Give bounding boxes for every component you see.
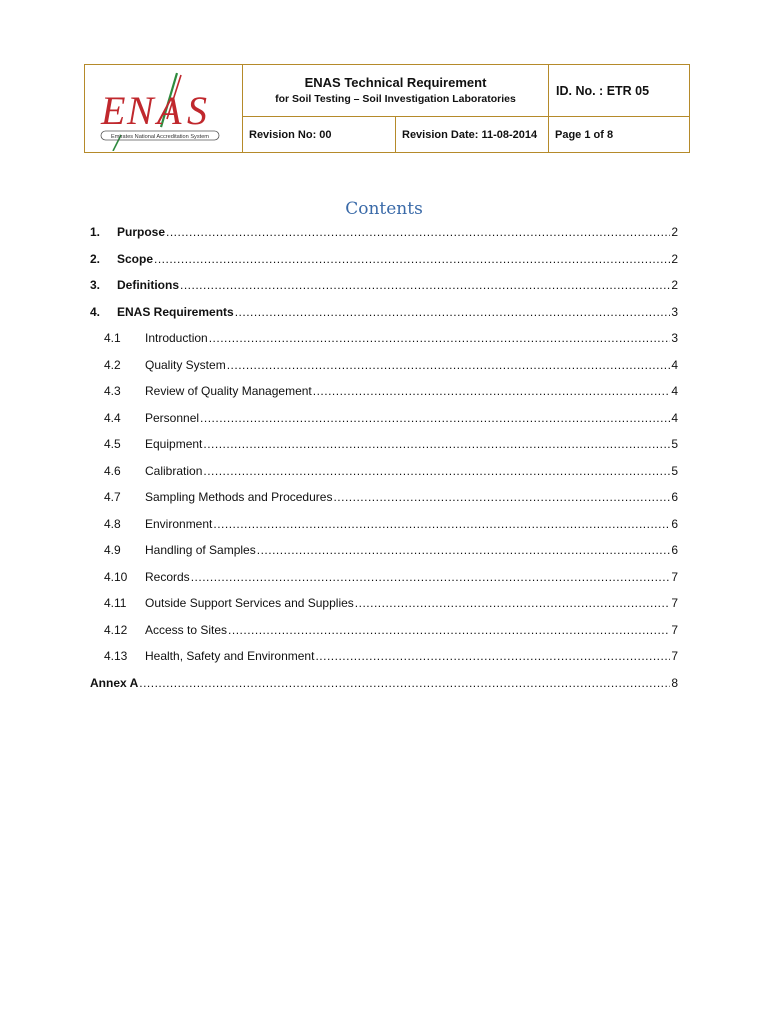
toc-entry[interactable] <box>90 646 678 673</box>
toc-entry[interactable] <box>90 408 678 435</box>
toc-entry-number: 4.4 <box>104 410 121 425</box>
toc-entry-number: 4.13 <box>104 649 128 663</box>
contents-heading: Contents <box>345 199 423 219</box>
toc-entry-title[interactable]: Personnel <box>145 410 200 425</box>
toc-entry[interactable] <box>90 487 678 514</box>
revision-date: Revision Date: 11-08-2014 <box>396 117 549 153</box>
toc-entry[interactable] <box>90 673 678 700</box>
svg-text:N: N <box>127 88 153 133</box>
toc-entry-page: 7 <box>671 569 678 584</box>
toc-leader-dots <box>203 434 670 454</box>
toc-entry[interactable] <box>90 593 678 620</box>
toc-entry-page: 6 <box>671 490 678 504</box>
toc-entry-page: 2 <box>671 278 678 292</box>
toc-leader-dots <box>166 222 670 242</box>
page-number: Page 1 of 8 <box>549 117 690 153</box>
toc-entry-title[interactable]: Outside Support Services and Supplies <box>145 596 354 610</box>
toc-entry-number: 4.3 <box>104 384 121 398</box>
toc-entry[interactable] <box>90 328 678 355</box>
toc-entry-page: 4 <box>671 384 678 398</box>
toc-entry[interactable] <box>90 567 678 594</box>
toc-leader-dots <box>154 249 670 269</box>
toc-entry-number: 3. <box>90 278 101 292</box>
toc-entry-number: 4.2 <box>104 357 121 372</box>
svg-text:Emirates National Accreditatio: Emirates National Accreditation System <box>111 134 209 140</box>
svg-text:S: S <box>187 88 207 133</box>
toc-entry[interactable] <box>90 434 678 461</box>
toc-entry-page: 3 <box>671 304 678 319</box>
toc-entry-page: 4 <box>671 357 678 372</box>
toc-entry-title[interactable]: Annex A <box>90 675 139 690</box>
toc-entry-number: 4.1 <box>104 331 121 345</box>
toc-entry[interactable] <box>90 222 678 249</box>
revision-number: Revision No: 00 <box>243 117 396 153</box>
toc-leader-dots <box>203 461 670 481</box>
toc-entry-title[interactable]: Handling of Samples <box>145 543 256 557</box>
toc-entry-title[interactable]: ENAS Requirements <box>117 304 234 319</box>
toc-entry[interactable] <box>90 381 678 408</box>
toc-entry-page: 7 <box>671 622 678 637</box>
enas-logo-graphic <box>91 69 237 151</box>
toc-entry-page: 6 <box>671 516 678 531</box>
toc-entry-title[interactable]: Definitions <box>117 278 179 292</box>
toc-entry-page: 7 <box>671 649 678 663</box>
toc-entry[interactable] <box>90 302 678 329</box>
toc-entry-page: 8 <box>671 675 678 690</box>
toc-entry-page: 5 <box>671 437 678 451</box>
toc-leader-dots <box>228 620 670 640</box>
toc-leader-dots <box>355 593 671 613</box>
toc-leader-dots <box>209 328 671 348</box>
toc-entry-page: 4 <box>671 410 678 425</box>
toc-entry-title[interactable]: Environment <box>145 516 213 531</box>
toc-leader-dots <box>180 275 670 295</box>
toc-entry[interactable] <box>90 620 678 647</box>
toc-entry-number: 4.5 <box>104 437 121 451</box>
toc-entry-number: 4.6 <box>104 463 121 478</box>
toc-entry-title[interactable]: Scope <box>117 251 154 266</box>
toc-entry-number: 4.8 <box>104 516 121 531</box>
enas-logo <box>91 69 237 151</box>
toc-entry-title[interactable]: Review of Quality Management <box>145 384 312 398</box>
toc-entry-page: 6 <box>671 543 678 557</box>
toc-entry-page: 5 <box>671 463 678 478</box>
svg-text:A: A <box>157 88 182 133</box>
toc-entry-number: 4. <box>90 304 101 319</box>
toc-entry-title[interactable]: Calibration <box>145 463 203 478</box>
title-cell <box>243 65 549 117</box>
toc-entry[interactable] <box>90 540 678 567</box>
toc-entry[interactable] <box>90 514 678 541</box>
toc-entry-number: 4.10 <box>104 569 128 584</box>
toc-entry-title[interactable]: Quality System <box>145 357 226 372</box>
id-number: ID. No. : ETR 05 <box>549 65 690 117</box>
toc-leader-dots <box>191 567 671 587</box>
toc-entry-title[interactable]: Purpose <box>117 225 166 239</box>
toc-leader-dots <box>213 514 670 534</box>
toc-leader-dots <box>139 673 670 693</box>
logo-cell <box>85 65 243 153</box>
toc-entry-page: 3 <box>671 331 678 345</box>
toc-entry-title[interactable]: Access to Sites <box>145 622 228 637</box>
toc-leader-dots <box>315 646 670 666</box>
document-subtitle: for Soil Testing – Soil Investigation Laboratories <box>275 92 516 105</box>
toc-leader-dots <box>333 487 670 507</box>
toc-entry-title[interactable]: Records <box>145 569 190 584</box>
toc-entry[interactable] <box>90 249 678 276</box>
document-header <box>84 64 690 153</box>
toc-entry-page: 7 <box>671 596 678 610</box>
toc-entry-number: 1. <box>90 225 101 239</box>
toc-leader-dots <box>200 408 670 428</box>
toc-leader-dots <box>227 355 671 375</box>
toc-entry-page: 2 <box>671 251 678 266</box>
toc-entry-page: 2 <box>671 225 678 239</box>
toc-entry-title[interactable]: Introduction <box>145 331 208 345</box>
toc-entry-number: 4.12 <box>104 622 128 637</box>
toc-leader-dots <box>313 381 671 401</box>
toc-leader-dots <box>257 540 671 560</box>
toc-entry-number: 4.9 <box>104 543 121 557</box>
toc-leader-dots <box>235 302 671 322</box>
document-title: ENAS Technical Requirement <box>304 74 487 90</box>
toc-entry-number: 4.7 <box>104 490 121 504</box>
toc-entry[interactable] <box>90 275 678 302</box>
table-of-contents <box>90 222 678 699</box>
toc-entry-number: 2. <box>90 251 101 266</box>
toc-entry-number: 4.11 <box>104 596 127 610</box>
toc-entry[interactable] <box>90 355 678 382</box>
toc-entry-title[interactable]: Health, Safety and Environment <box>145 649 315 663</box>
toc-entry[interactable] <box>90 461 678 488</box>
toc-entry-title[interactable]: Sampling Methods and Procedures <box>145 490 333 504</box>
svg-text:E: E <box>101 88 125 133</box>
toc-entry-title[interactable]: Equipment <box>145 437 203 451</box>
